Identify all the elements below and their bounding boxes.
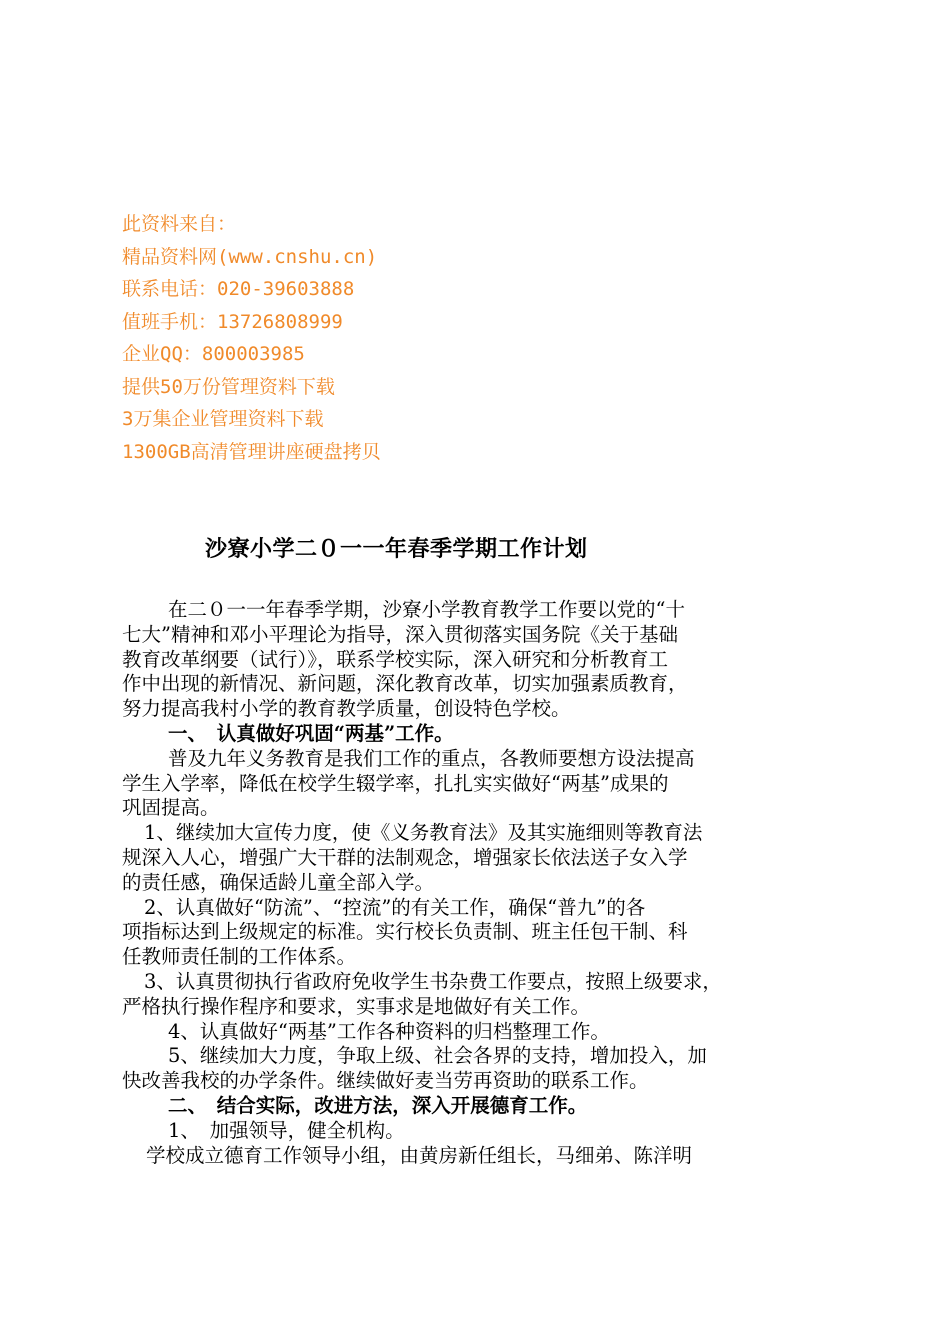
source-line: 提供50万份管理资料下载 [122, 375, 335, 398]
body-line: 学生入学率，降低在校学生辍学率，扎扎实实做好“两基”成果的 [122, 771, 669, 795]
source-line-qq: 企业QQ：800003985 [122, 343, 305, 365]
source-info-block [122, 208, 381, 468]
body-line: 任教师责任制的工作体系。 [122, 945, 357, 969]
body-line: 规深入人心，增强广大干群的法制观念，增强家长依法送子女入学 [122, 845, 688, 869]
body-line: 七大”精神和邓小平理论为指导，深入贯彻落实国务院《关于基础 [122, 622, 678, 646]
body-line: 作中出现的新情况、新问题，深化教育改革，切实加强素质教育， [122, 672, 688, 696]
body-line: 2、认真做好“防流”、“控流”的有关工作，确保“普九”的各 [144, 895, 646, 919]
body-line: 在二０一一年春季学期，沙寮小学教育教学工作要以党的“十 [168, 598, 685, 621]
source-line-mobile: 值班手机：13726808999 [122, 310, 343, 333]
document-title: 沙寮小学二０一一年春季学期工作计划 [205, 536, 588, 562]
section-heading: 二、 结合实际，改进方法，深入开展德育工作。 [168, 1093, 588, 1117]
body-line: 严格执行操作程序和要求，实事求是地做好有关工作。 [122, 994, 591, 1018]
source-line: 1300GB高清管理讲座硬盘拷贝 [122, 440, 381, 463]
source-line-website: 精品资料网(www.cnshu.cn) [122, 245, 378, 268]
source-line: 3万集企业管理资料下载 [122, 408, 324, 430]
body-line: 教育改革纲要（试行）》，联系学校实际，深入研究和分析教育工 [122, 647, 669, 671]
body-line: 项指标达到上级规定的标准。实行校长负责制、班主任包干制、科 [122, 920, 688, 944]
body-line: 3、认真贯彻执行省政府免收学生书杂费工作要点，按照上级要求， [144, 969, 722, 993]
document-body [122, 598, 792, 1168]
body-line: 普及九年义务教育是我们工作的重点，各教师要想方设法提高 [168, 746, 695, 770]
body-line: 的责任感，确保适龄儿童全部入学。 [122, 870, 435, 894]
body-line: 1、 加强领导，健全机构。 [168, 1118, 405, 1142]
body-line: 快改善我校的办学条件。继续做好麦当劳再资助的联系工作。 [122, 1069, 649, 1093]
source-line: 此资料来自： [122, 213, 237, 235]
body-line: 5、继续加大力度，争取上级、社会各界的支持，增加投入，加 [168, 1044, 707, 1068]
body-line: 努力提高我村小学的教育教学质量，创设特色学校。 [122, 697, 571, 721]
section-heading: 一、 认真做好巩固“两基”工作。 [168, 721, 454, 745]
body-line: 巩固提高。 [122, 796, 220, 820]
body-line: 1、继续加大宣传力度，使《义务教育法》及其实施细则等教育法 [144, 821, 703, 845]
body-line: 4、认真做好“两基”工作各种资料的归档整理工作。 [168, 1019, 610, 1043]
source-line-phone: 联系电话：020-39603888 [122, 278, 355, 300]
body-line: 学校成立德育工作领导小组，由黄房新任组长，马细弟、陈洋明 [146, 1143, 693, 1167]
